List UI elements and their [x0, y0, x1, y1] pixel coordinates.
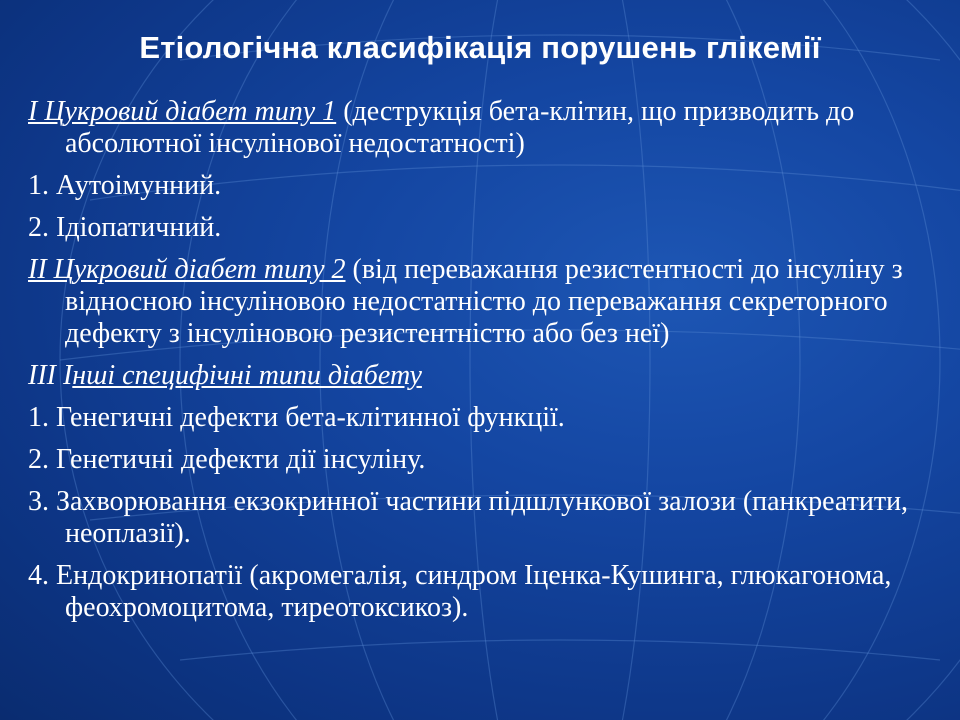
- type2-description: (від переважання резистентності до інсуліну з відносною інсуліновою недостатністю до переважання секреторного дефекту з інсуліновою резистентністю або без неї): [65, 254, 903, 349]
- type3-heading: нші специфічні типи діабету: [72, 360, 422, 391]
- list-item-idiopathic: [28, 212, 943, 244]
- type1-heading: I Цукровий діабет типу 1: [28, 96, 337, 127]
- classification-list: [28, 96, 943, 634]
- list-item-text: 2. Генетичні дефекти дії інсуліну.: [28, 444, 426, 475]
- list-item-genetic-beta: [28, 402, 943, 434]
- list-item-endocrinopathies: [28, 560, 943, 624]
- list-item-text: 2. Ідіопатичний.: [28, 212, 222, 243]
- list-item-type2: [28, 254, 943, 350]
- type1-description: (деструкція бета-клітин, що призводить до абсолютної інсулінової недостатності): [65, 96, 855, 159]
- slide-title: Етіологічна класифікація порушень глікемії: [139, 30, 821, 65]
- list-item-type3: [28, 360, 943, 392]
- list-item-type1: [28, 96, 943, 160]
- list-item-genetic-insulin: [28, 444, 943, 476]
- list-item-text: 1. Генегичні дефекти бета-клітинної функції.: [28, 402, 565, 433]
- list-item-text: 1. Аутоімунний.: [28, 170, 222, 201]
- list-item-autoimmune: [28, 170, 943, 202]
- list-item-text: 3. Захворювання екзокринної частини підшлункової залози (панкреатити, неоплазії).: [28, 486, 909, 549]
- type3-prefix: III І: [28, 360, 73, 391]
- type2-heading: II Цукровий діабет типу 2: [28, 254, 346, 285]
- list-item-text: 4. Ендокринопатії (акромегалія, синдром Іценка-Кушинга, глюкагонома, феохромоцитома, тиреотоксикоз).: [28, 560, 892, 623]
- list-item-exocrine: [28, 486, 943, 550]
